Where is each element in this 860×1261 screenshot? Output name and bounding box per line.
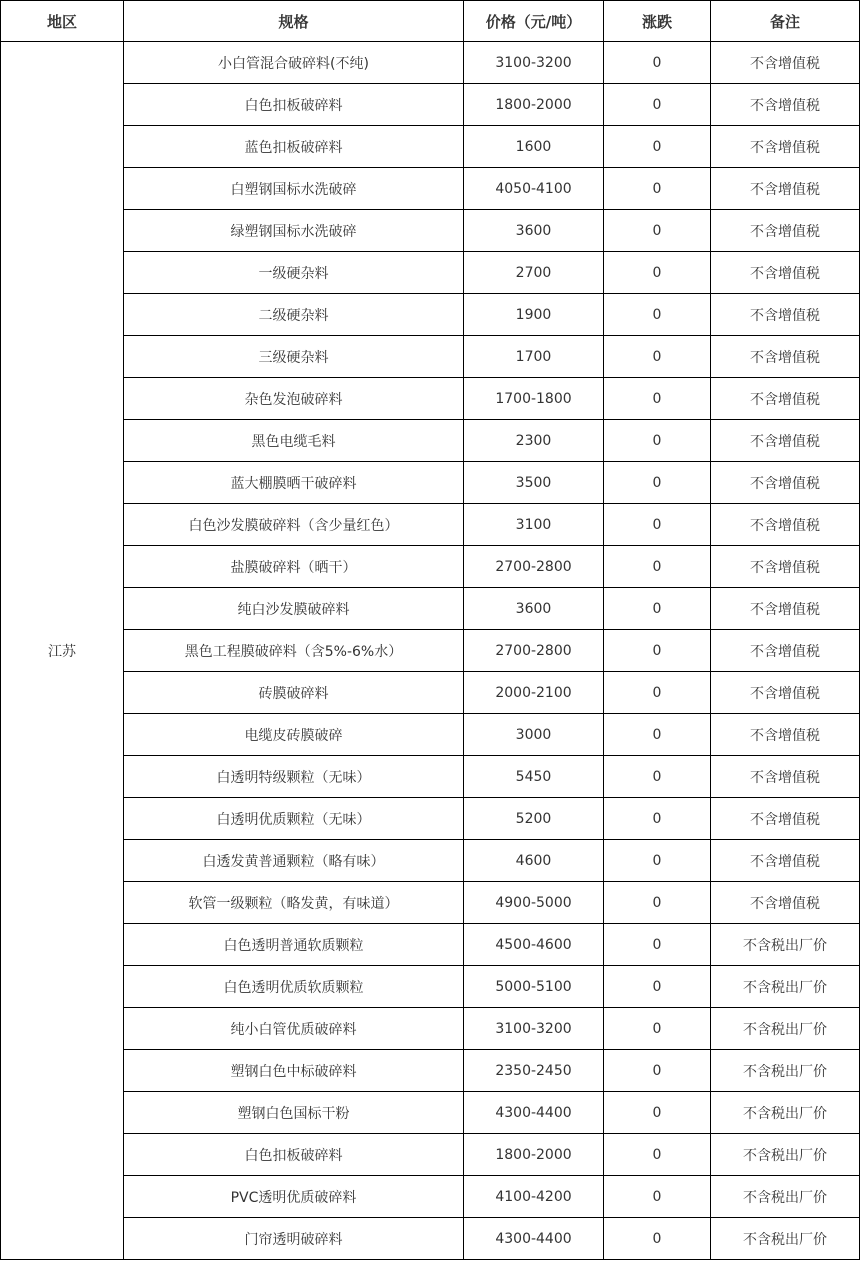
note-cell: 不含增值税 xyxy=(711,714,860,756)
header-note: 备注 xyxy=(711,1,860,42)
header-row xyxy=(1,1,860,42)
price-cell: 4050-4100 xyxy=(464,168,604,210)
change-cell: 0 xyxy=(604,168,711,210)
table-row xyxy=(1,126,860,168)
note-cell: 不含税出厂价 xyxy=(711,1134,860,1176)
price-cell: 3100-3200 xyxy=(464,42,604,84)
change-cell: 0 xyxy=(604,756,711,798)
note-cell: 不含税出厂价 xyxy=(711,1008,860,1050)
change-cell: 0 xyxy=(604,966,711,1008)
note-cell: 不含增值税 xyxy=(711,294,860,336)
note-cell: 不含增值税 xyxy=(711,210,860,252)
table-row xyxy=(1,924,860,966)
change-cell: 0 xyxy=(604,924,711,966)
spec-cell: 白色沙发膜破碎料（含少量红色） xyxy=(124,504,464,546)
note-cell: 不含增值税 xyxy=(711,336,860,378)
spec-cell: 白色透明优质软质颗粒 xyxy=(124,966,464,1008)
header-region: 地区 xyxy=(1,1,124,42)
table-row xyxy=(1,882,860,924)
price-cell: 3600 xyxy=(464,588,604,630)
change-cell: 0 xyxy=(604,630,711,672)
price-cell: 2300 xyxy=(464,420,604,462)
table-row xyxy=(1,294,860,336)
spec-cell: 白塑钢国标水洗破碎 xyxy=(124,168,464,210)
price-cell: 1600 xyxy=(464,126,604,168)
spec-cell: 白色透明普通软质颗粒 xyxy=(124,924,464,966)
price-cell: 2700-2800 xyxy=(464,546,604,588)
spec-cell: 白透明优质颗粒（无味） xyxy=(124,798,464,840)
price-cell: 4300-4400 xyxy=(464,1218,604,1260)
price-cell: 5450 xyxy=(464,756,604,798)
table-header xyxy=(1,1,860,42)
change-cell: 0 xyxy=(604,882,711,924)
table-row xyxy=(1,1218,860,1260)
price-cell: 3000 xyxy=(464,714,604,756)
change-cell: 0 xyxy=(604,1218,711,1260)
spec-cell: 小白管混合破碎料(不纯) xyxy=(124,42,464,84)
change-cell: 0 xyxy=(604,798,711,840)
price-cell: 1700 xyxy=(464,336,604,378)
note-cell: 不含增值税 xyxy=(711,882,860,924)
table-row xyxy=(1,504,860,546)
price-cell: 2700-2800 xyxy=(464,630,604,672)
table-row xyxy=(1,1008,860,1050)
note-cell: 不含增值税 xyxy=(711,378,860,420)
header-price: 价格（元/吨） xyxy=(464,1,604,42)
table-row xyxy=(1,336,860,378)
price-cell: 1700-1800 xyxy=(464,378,604,420)
change-cell: 0 xyxy=(604,252,711,294)
table-row xyxy=(1,210,860,252)
note-cell: 不含税出厂价 xyxy=(711,924,860,966)
change-cell: 0 xyxy=(604,126,711,168)
price-cell: 2700 xyxy=(464,252,604,294)
table-row xyxy=(1,168,860,210)
price-cell: 4600 xyxy=(464,840,604,882)
price-cell: 4100-4200 xyxy=(464,1176,604,1218)
table-row xyxy=(1,1134,860,1176)
note-cell: 不含增值税 xyxy=(711,84,860,126)
change-cell: 0 xyxy=(604,210,711,252)
note-cell: 不含增值税 xyxy=(711,546,860,588)
price-cell: 1800-2000 xyxy=(464,1134,604,1176)
table-row xyxy=(1,714,860,756)
spec-cell: 黑色工程膜破碎料（含5%-6%水） xyxy=(124,630,464,672)
spec-cell: 三级硬杂料 xyxy=(124,336,464,378)
change-cell: 0 xyxy=(604,672,711,714)
note-cell: 不含增值税 xyxy=(711,168,860,210)
table-row xyxy=(1,840,860,882)
spec-cell: 塑钢白色国标干粉 xyxy=(124,1092,464,1134)
note-cell: 不含税出厂价 xyxy=(711,966,860,1008)
change-cell: 0 xyxy=(604,1008,711,1050)
spec-cell: 白色扣板破碎料 xyxy=(124,1134,464,1176)
price-cell: 3100-3200 xyxy=(464,1008,604,1050)
note-cell: 不含税出厂价 xyxy=(711,1218,860,1260)
spec-cell: 白色扣板破碎料 xyxy=(124,84,464,126)
table-row xyxy=(1,588,860,630)
note-cell: 不含增值税 xyxy=(711,252,860,294)
spec-cell: 白透明特级颗粒（无味） xyxy=(124,756,464,798)
note-cell: 不含增值税 xyxy=(711,840,860,882)
change-cell: 0 xyxy=(604,1092,711,1134)
spec-cell: 白透发黄普通颗粒（略有味） xyxy=(124,840,464,882)
table-row xyxy=(1,672,860,714)
table-row xyxy=(1,798,860,840)
price-cell: 3600 xyxy=(464,210,604,252)
header-spec: 规格 xyxy=(124,1,464,42)
price-cell: 4900-5000 xyxy=(464,882,604,924)
table-row xyxy=(1,84,860,126)
note-cell: 不含增值税 xyxy=(711,126,860,168)
table-row xyxy=(1,1176,860,1218)
spec-cell: 纯小白管优质破碎料 xyxy=(124,1008,464,1050)
note-cell: 不含增值税 xyxy=(711,462,860,504)
table-row xyxy=(1,546,860,588)
spec-cell: 绿塑钢国标水洗破碎 xyxy=(124,210,464,252)
change-cell: 0 xyxy=(604,546,711,588)
table-row xyxy=(1,42,860,84)
spec-cell: 砖膜破碎料 xyxy=(124,672,464,714)
note-cell: 不含税出厂价 xyxy=(711,1176,860,1218)
price-cell: 5000-5100 xyxy=(464,966,604,1008)
change-cell: 0 xyxy=(604,462,711,504)
spec-cell: 电缆皮砖膜破碎 xyxy=(124,714,464,756)
price-cell: 2000-2100 xyxy=(464,672,604,714)
change-cell: 0 xyxy=(604,420,711,462)
table-body xyxy=(1,42,860,1260)
note-cell: 不含增值税 xyxy=(711,420,860,462)
spec-cell: 黑色电缆毛料 xyxy=(124,420,464,462)
note-cell: 不含增值税 xyxy=(711,630,860,672)
note-cell: 不含增值税 xyxy=(711,672,860,714)
spec-cell: 纯白沙发膜破碎料 xyxy=(124,588,464,630)
spec-cell: 盐膜破碎料（晒干） xyxy=(124,546,464,588)
table-row xyxy=(1,378,860,420)
change-cell: 0 xyxy=(604,714,711,756)
change-cell: 0 xyxy=(604,588,711,630)
spec-cell: 蓝色扣板破碎料 xyxy=(124,126,464,168)
table-row xyxy=(1,252,860,294)
table-row xyxy=(1,630,860,672)
note-cell: 不含税出厂价 xyxy=(711,1050,860,1092)
change-cell: 0 xyxy=(604,840,711,882)
price-cell: 1900 xyxy=(464,294,604,336)
change-cell: 0 xyxy=(604,378,711,420)
change-cell: 0 xyxy=(604,1134,711,1176)
note-cell: 不含增值税 xyxy=(711,756,860,798)
price-cell: 4300-4400 xyxy=(464,1092,604,1134)
spec-cell: 塑钢白色中标破碎料 xyxy=(124,1050,464,1092)
header-change: 涨跌 xyxy=(604,1,711,42)
spec-cell: 蓝大棚膜晒干破碎料 xyxy=(124,462,464,504)
spec-cell: 一级硬杂料 xyxy=(124,252,464,294)
change-cell: 0 xyxy=(604,1050,711,1092)
note-cell: 不含增值税 xyxy=(711,588,860,630)
price-cell: 2350-2450 xyxy=(464,1050,604,1092)
table-row xyxy=(1,1050,860,1092)
table-row xyxy=(1,756,860,798)
price-cell: 1800-2000 xyxy=(464,84,604,126)
spec-cell: 二级硬杂料 xyxy=(124,294,464,336)
change-cell: 0 xyxy=(604,42,711,84)
table-row xyxy=(1,1092,860,1134)
change-cell: 0 xyxy=(604,294,711,336)
spec-cell: 门帘透明破碎料 xyxy=(124,1218,464,1260)
note-cell: 不含增值税 xyxy=(711,42,860,84)
change-cell: 0 xyxy=(604,1176,711,1218)
spec-cell: 软管一级颗粒（略发黄，有味道） xyxy=(124,882,464,924)
table-row xyxy=(1,966,860,1008)
price-cell: 5200 xyxy=(464,798,604,840)
note-cell: 不含税出厂价 xyxy=(711,1092,860,1134)
note-cell: 不含增值税 xyxy=(711,798,860,840)
table-row xyxy=(1,420,860,462)
region-cell: 江苏 xyxy=(1,42,124,1260)
price-cell: 4500-4600 xyxy=(464,924,604,966)
spec-cell: PVC透明优质破碎料 xyxy=(124,1176,464,1218)
table-row xyxy=(1,462,860,504)
change-cell: 0 xyxy=(604,84,711,126)
spec-cell: 杂色发泡破碎料 xyxy=(124,378,464,420)
note-cell: 不含增值税 xyxy=(711,504,860,546)
price-cell: 3100 xyxy=(464,504,604,546)
change-cell: 0 xyxy=(604,504,711,546)
price-cell: 3500 xyxy=(464,462,604,504)
change-cell: 0 xyxy=(604,336,711,378)
